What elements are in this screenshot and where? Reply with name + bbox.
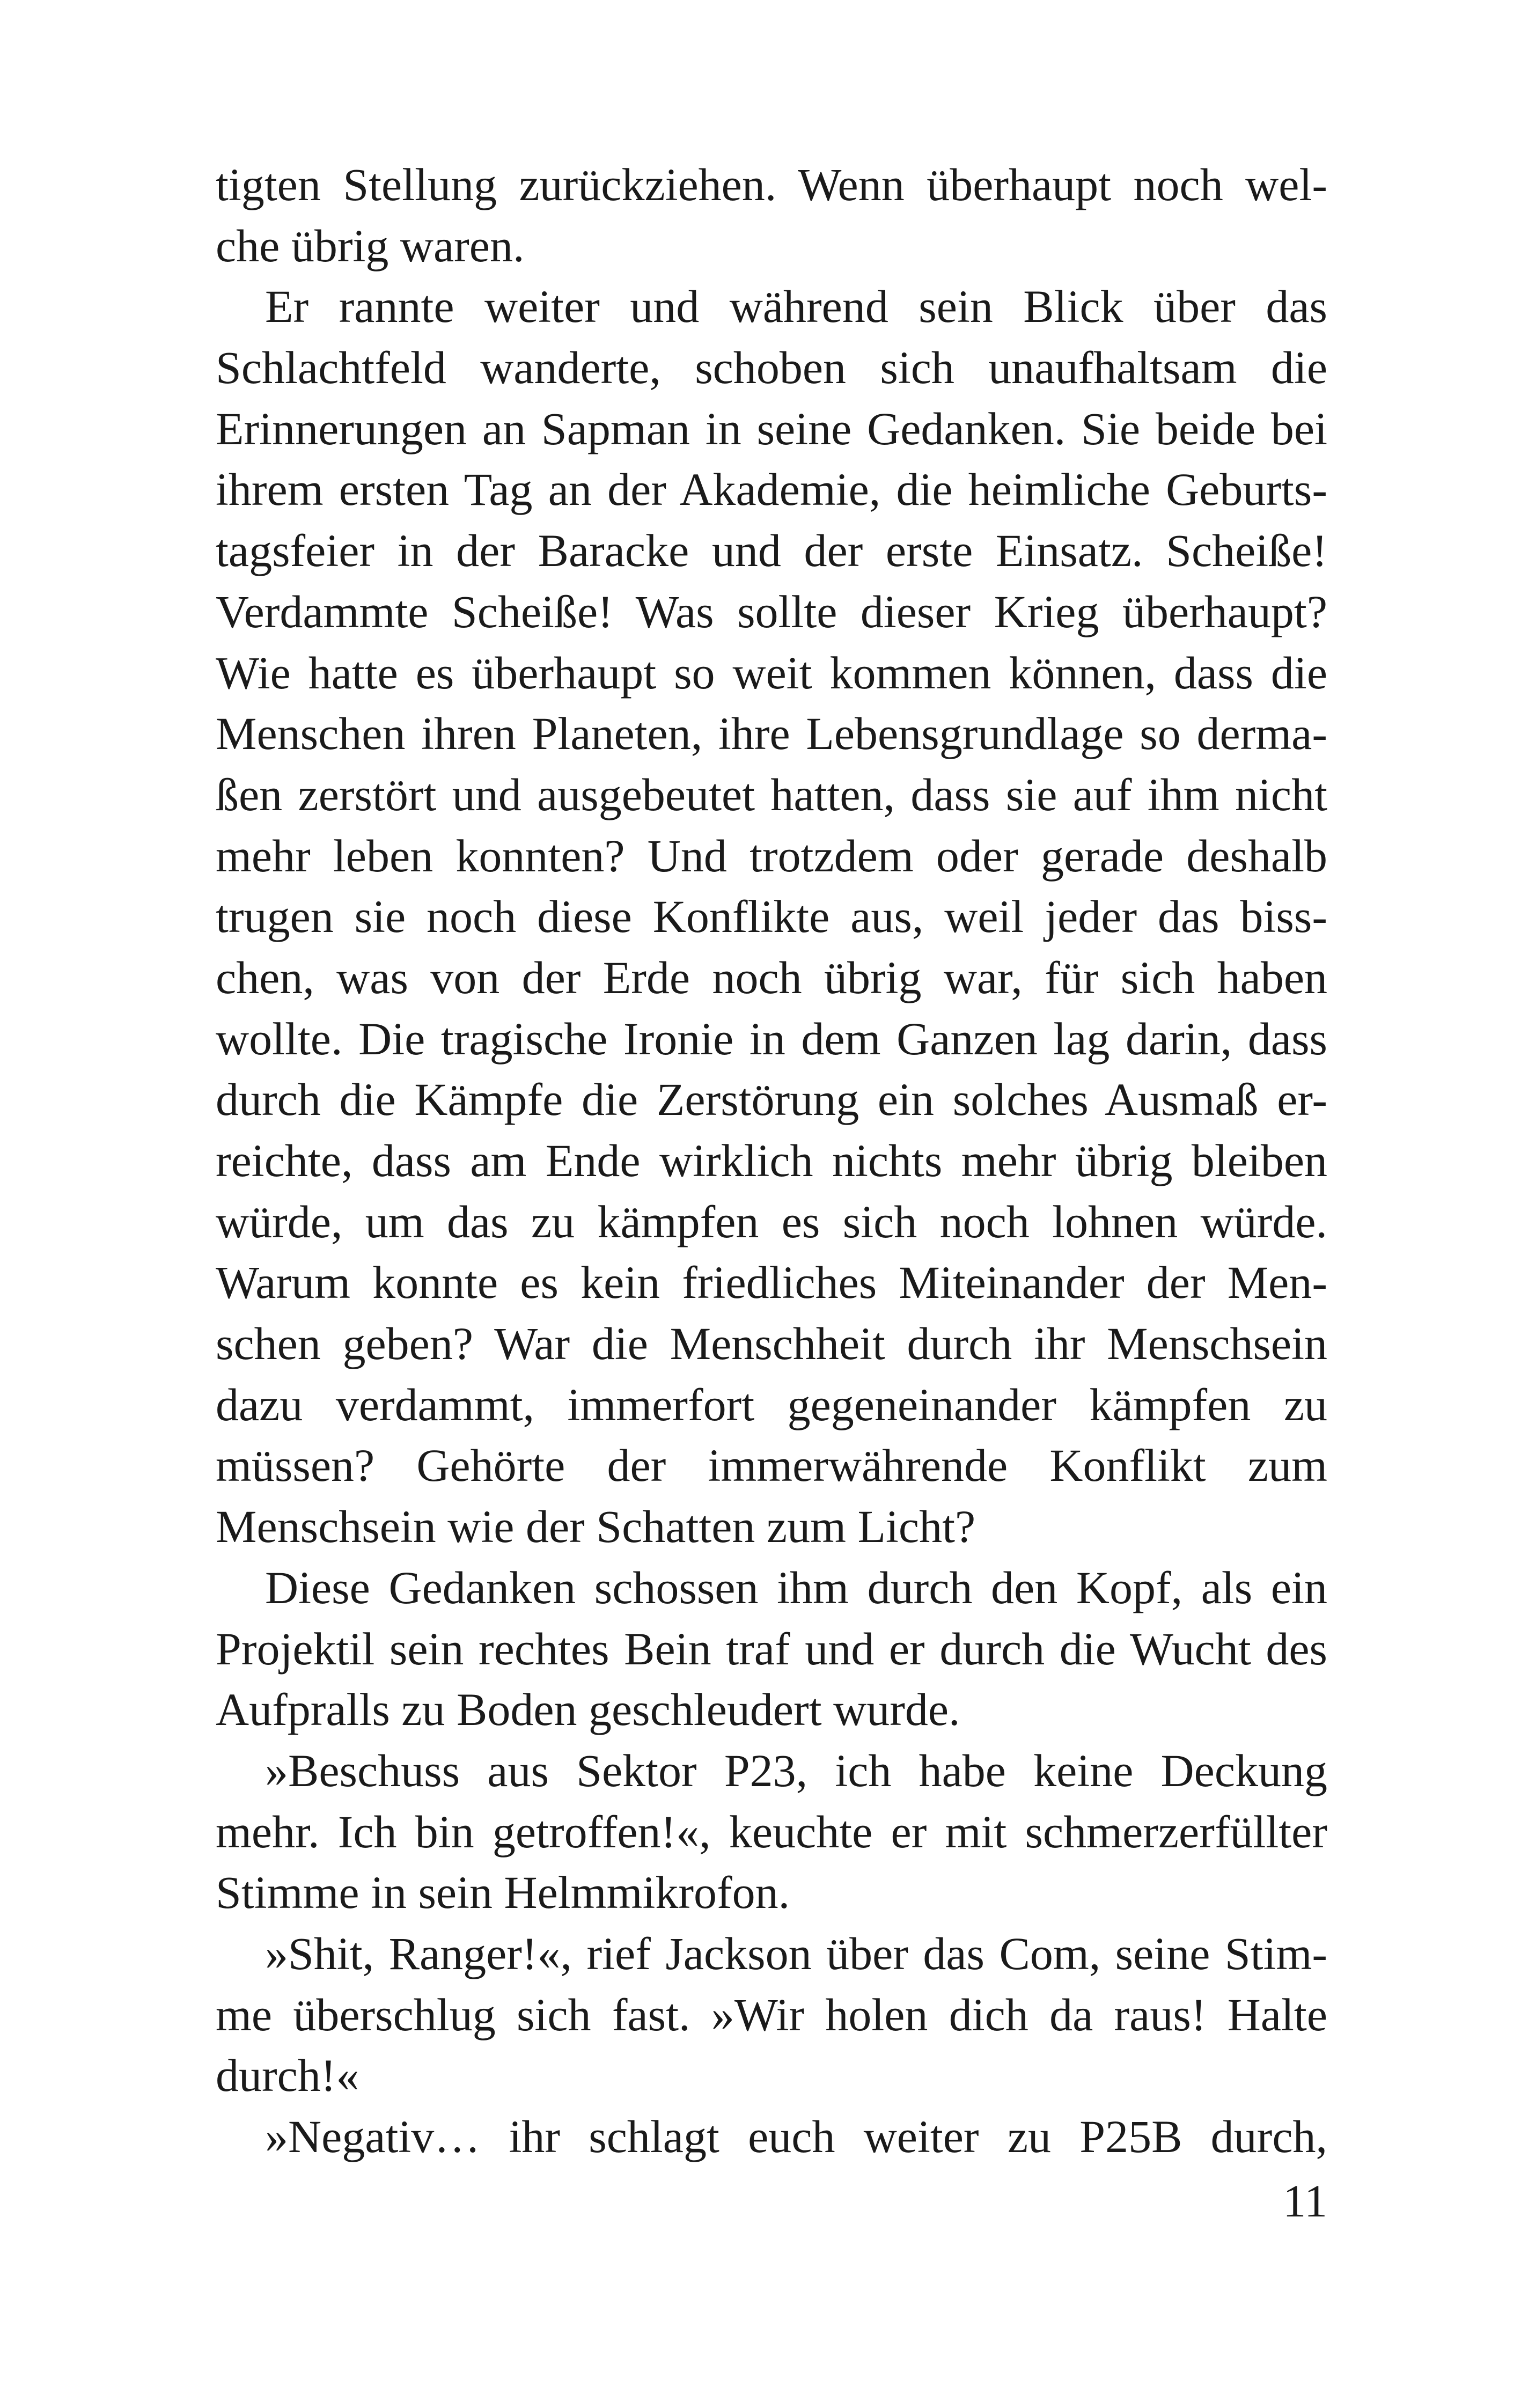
text-line: Wie hatte es überhaupt so weit kommen können, dass die <box>216 647 1327 699</box>
text-line: Warum konnte es kein friedliches Miteinander der Men- <box>216 1257 1327 1309</box>
text-line: ihrem ersten Tag an der Akademie, die heimliche Geburts- <box>216 464 1327 516</box>
body-text <box>216 155 1327 2168</box>
text-line: »Shit, Ranger!«, rief Jackson über das Com, seine Stim- <box>265 1927 1327 1979</box>
text-line: chen, was von der Erde noch übrig war, für sich haben <box>216 951 1327 1003</box>
text-line: Projektil sein rechtes Bein traf und er durch die Wucht des <box>216 1623 1327 1675</box>
text-line: tagsfeier in der Baracke und der erste Einsatz. Scheiße! <box>216 525 1327 577</box>
text-line: wollte. Die tragische Ironie in dem Ganzen lag darin, dass <box>216 1012 1327 1064</box>
text-line: durch!« <box>216 2050 359 2102</box>
text-line: Erinnerungen an Sapman in seine Gedanken. Sie beide bei <box>216 402 1327 454</box>
text-line: trugen sie noch diese Konflikte aus, weil jeder das biss- <box>216 891 1327 943</box>
text-line: müssen? Gehörte der immerwährende Konflikt zum <box>216 1440 1327 1492</box>
text-line: Menschen ihren Planeten, ihre Lebensgrundlage so derma- <box>216 708 1327 760</box>
text-line: mehr. Ich bin getroffen!«, keuchte er mit schmerzerfüllter <box>216 1805 1327 1858</box>
text-line: »Negativ… ihr schlagt euch weiter zu P25B durch, <box>265 2111 1327 2162</box>
text-line: schen geben? War die Menschheit durch ihr Menschsein <box>216 1318 1327 1370</box>
text-line: »Beschuss aus Sektor P23, ich habe keine Deckung <box>265 1744 1327 1796</box>
text-line: dazu verdammt, immerfort gegeneinander kämpfen zu <box>216 1378 1327 1430</box>
text-line: Aufpralls zu Boden geschleudert wurde. <box>216 1684 960 1736</box>
text-line: mehr leben konnten? Und trotzdem oder gerade deshalb <box>216 829 1327 882</box>
text-line: Er rannte weiter und während sein Blick über das <box>265 281 1327 333</box>
text-line: che übrig waren. <box>216 219 525 271</box>
page-number: 11 <box>1283 2175 1327 2227</box>
text-line: ßen zerstört und ausgebeutet hatten, dass sie auf ihm nicht <box>216 768 1327 820</box>
text-line: Schlachtfeld wanderte, schoben sich unaufhaltsam die <box>216 342 1327 394</box>
text-line: Verdammte Scheiße! Was sollte dieser Krieg überhaupt? <box>216 585 1327 637</box>
text-line: tigten Stellung zurückziehen. Wenn überhaupt noch wel- <box>216 159 1327 210</box>
text-line: durch die Kämpfe die Zerstörung ein solches Ausmaß er- <box>216 1074 1327 1126</box>
text-line: Stimme in sein Helmmikrofon. <box>216 1867 790 1919</box>
text-line: Diese Gedanken schossen ihm durch den Kopf, als ein <box>265 1561 1327 1613</box>
text-line: würde, um das zu kämpfen es sich noch lohnen würde. <box>216 1195 1327 1247</box>
text-line: reichte, dass am Ende wirklich nichts mehr übrig bleiben <box>216 1135 1327 1186</box>
text-line: me überschlug sich fast. »Wir holen dich da raus! Halte <box>216 1988 1327 2040</box>
text-line: Menschsein wie der Schatten zum Licht? <box>216 1501 976 1553</box>
